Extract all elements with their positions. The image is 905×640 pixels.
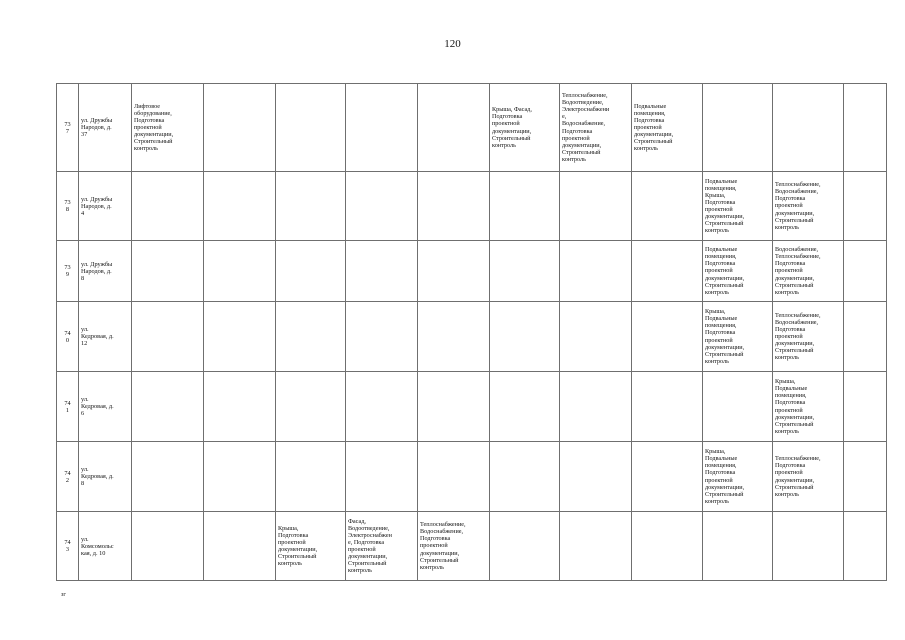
work-cell	[773, 84, 844, 172]
work-cell	[346, 302, 418, 372]
work-cell	[632, 241, 703, 302]
work-cell: Теплоснабжение, Водоснабжение, Подготовка проектной документации, Строительный контроль	[418, 512, 490, 581]
work-cell	[490, 302, 560, 372]
address-cell: ул. Дружбы Народов, д. 37	[79, 84, 132, 172]
work-cell	[132, 172, 204, 241]
work-cell	[560, 512, 632, 581]
work-cell: Подвальные помещения, Подготовка проектной документации, Строительный контроль	[632, 84, 703, 172]
work-cell	[844, 372, 887, 442]
work-cell	[346, 442, 418, 512]
work-cell	[204, 302, 276, 372]
work-cell	[204, 372, 276, 442]
work-cell	[703, 372, 773, 442]
work-cell: Лифтовое оборудование, Подготовка проектной документации, Строительный контроль	[132, 84, 204, 172]
work-cell	[844, 172, 887, 241]
work-cell	[844, 241, 887, 302]
work-cell: Теплоснабжение, Водоотведение, Электроснабжени е, Водоснабжение, Подготовка проектной документации, Строительный контроль	[560, 84, 632, 172]
work-cell	[632, 172, 703, 241]
work-cell	[346, 372, 418, 442]
work-cell	[132, 372, 204, 442]
work-cell: Крыша, Фасад, Подготовка проектной документации, Строительный контроль	[490, 84, 560, 172]
work-cell	[418, 442, 490, 512]
work-cell: Теплоснабжение, Подготовка проектной документации, Строительный контроль	[773, 442, 844, 512]
work-cell	[418, 372, 490, 442]
row-number: 74 0	[57, 302, 79, 372]
work-cell	[204, 172, 276, 241]
work-cell	[132, 302, 204, 372]
work-cell	[204, 442, 276, 512]
row-number: 73 9	[57, 241, 79, 302]
work-cell	[844, 302, 887, 372]
work-cell: Крыша, Подвальные помещения, Подготовка проектной документации, Строительный контроль	[703, 442, 773, 512]
row-number: 73 8	[57, 172, 79, 241]
work-cell	[560, 372, 632, 442]
address-cell: ул. Дружбы Народов, д. 4	[79, 172, 132, 241]
work-cell: Фасад, Водоотведение, Электроснабжен е, Подготовка проектной документации, Строительный контроль	[346, 512, 418, 581]
page-footer-mark: зг	[61, 592, 66, 598]
work-cell: Водоснабжение, Теплоснабжение, Подготовка проектной документации, Строительный контроль	[773, 241, 844, 302]
table-row	[57, 442, 887, 512]
work-cell: Подвальные помещения, Крыша, Подготовка проектной документации, Строительный контроль	[703, 172, 773, 241]
work-cell	[132, 241, 204, 302]
work-cell	[490, 512, 560, 581]
work-cell	[490, 442, 560, 512]
work-cell	[276, 84, 346, 172]
address-cell: ул. Кедровая, д. 6	[79, 372, 132, 442]
work-cell	[418, 172, 490, 241]
work-cell: Теплоснабжение, Водоснабжение, Подготовка проектной документации, Строительный контроль	[773, 302, 844, 372]
work-cell	[346, 84, 418, 172]
work-cell	[204, 512, 276, 581]
table-row	[57, 512, 887, 581]
work-cell	[632, 302, 703, 372]
work-cell	[346, 241, 418, 302]
work-cell	[132, 442, 204, 512]
work-cell	[132, 512, 204, 581]
work-cell	[560, 241, 632, 302]
work-cell	[418, 84, 490, 172]
work-cell	[703, 512, 773, 581]
work-cell	[490, 241, 560, 302]
row-number: 74 3	[57, 512, 79, 581]
page-number: 120	[444, 38, 461, 50]
work-cell: Крыша, Подвальные помещения, Подготовка проектной документации, Строительный контроль	[703, 302, 773, 372]
table-row	[57, 372, 887, 442]
work-cell	[276, 302, 346, 372]
table-row	[57, 302, 887, 372]
work-cell: Теплоснабжение, Водоснабжение, Подготовка проектной документации, Строительный контроль	[773, 172, 844, 241]
work-cell	[204, 241, 276, 302]
row-number: 74 1	[57, 372, 79, 442]
work-cell	[276, 442, 346, 512]
work-cell	[490, 372, 560, 442]
work-cell	[418, 302, 490, 372]
work-cell	[703, 84, 773, 172]
address-cell: ул. Кедровая, д. 8	[79, 442, 132, 512]
work-cell	[632, 372, 703, 442]
work-cell	[844, 442, 887, 512]
work-cell	[560, 442, 632, 512]
work-cell	[773, 512, 844, 581]
work-cell	[490, 172, 560, 241]
work-cell	[204, 84, 276, 172]
work-cell	[418, 241, 490, 302]
table-row	[57, 241, 887, 302]
work-cell	[346, 172, 418, 241]
table-row	[57, 84, 887, 172]
work-cell	[276, 172, 346, 241]
work-cell	[844, 84, 887, 172]
row-number: 74 2	[57, 442, 79, 512]
row-number: 73 7	[57, 84, 79, 172]
work-cell	[632, 442, 703, 512]
table-row	[57, 172, 887, 241]
address-cell: ул. Кедровая, д. 12	[79, 302, 132, 372]
work-cell	[276, 241, 346, 302]
work-cell: Подвальные помещения, Подготовка проектной документации, Строительный контроль	[703, 241, 773, 302]
work-cell: Крыша, Подвальные помещения, Подготовка проектной документации, Строительный контроль	[773, 372, 844, 442]
address-cell: ул. Дружбы Народов, д. 8	[79, 241, 132, 302]
work-cell	[632, 512, 703, 581]
address-cell: ул. Комсомольс кая, д. 10	[79, 512, 132, 581]
work-cell: Крыша, Подготовка проектной документации, Строительный контроль	[276, 512, 346, 581]
work-cell	[276, 372, 346, 442]
repair-schedule-table	[56, 83, 887, 581]
work-cell	[560, 172, 632, 241]
work-cell	[844, 512, 887, 581]
work-cell	[560, 302, 632, 372]
